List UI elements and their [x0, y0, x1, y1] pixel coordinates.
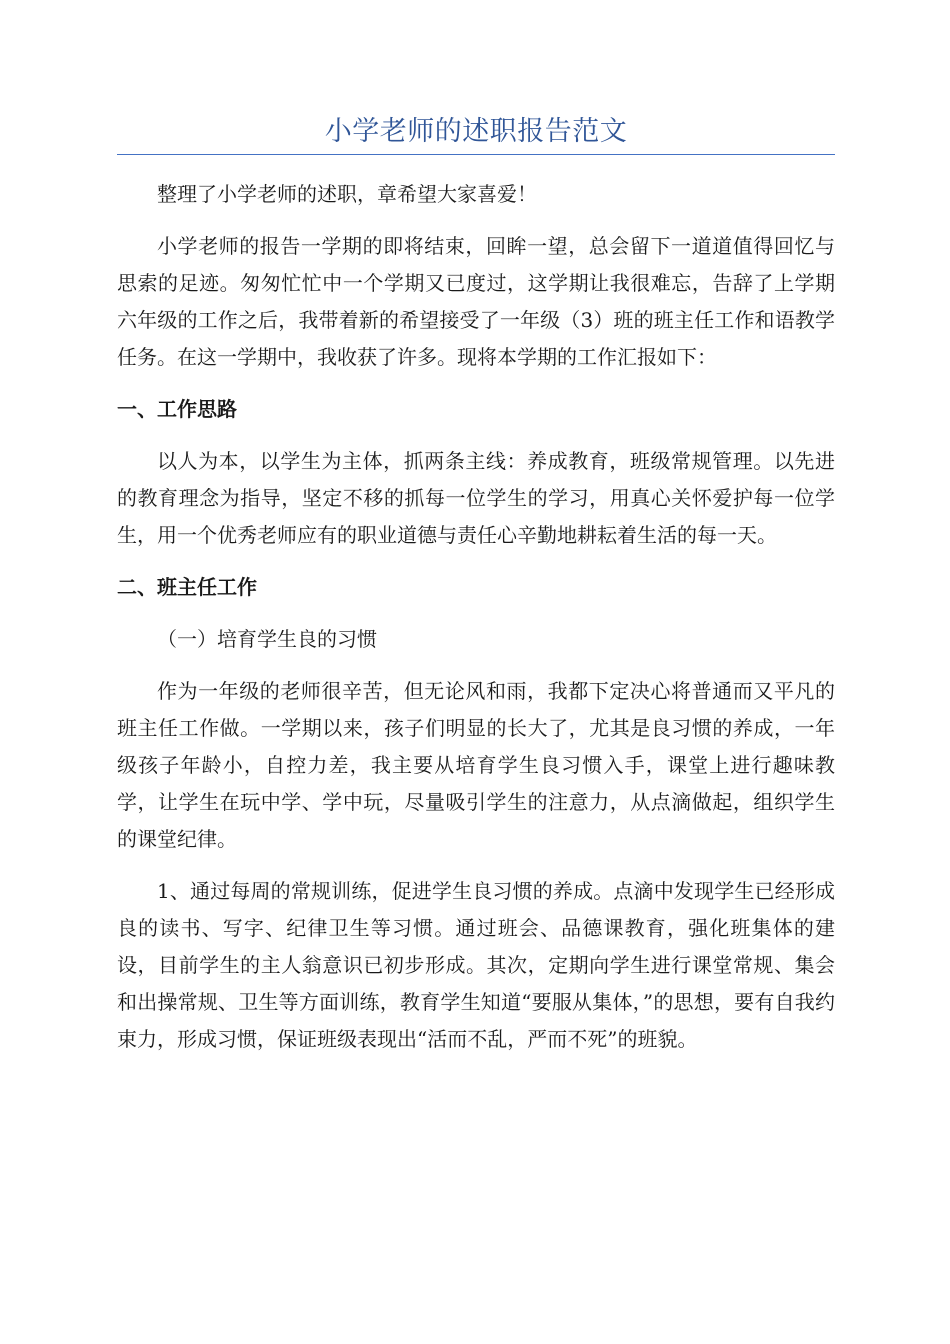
section-heading: 二、班主任工作: [117, 575, 257, 599]
title-underline: [117, 154, 835, 155]
body-paragraph: 作为一年级的老师很辛苦，但无论风和雨，我都下定决心将普通而又平凡的班主任工作做。一学期以来，孩子们明显的长大了，尤其是良习惯的养成，一年级孩子年龄小，自控力差，我主要从培育学生良习惯入手，课堂上进行趣味教学，让学生在玩中学、学中玩，尽量吸引学生的注意力，从点滴做起，组织学生的课堂纪律。: [117, 679, 835, 851]
document-title: 小学老师的述职报告范文: [324, 116, 628, 147]
body-paragraph: 小学老师的报告一学期的即将结束，回眸一望，总会留下一道道值得回忆与思索的足迹。匆匆忙忙中一个学期又已度过，这学期让我很难忘，告辞了上学期六年级的工作之后，我带着新的希望接受了一年级（3）班的班主任工作和语教学任务。在这一学期中，我收获了许多。现将本学期的工作汇报如下：: [117, 234, 835, 369]
intro-paragraph: 整理了小学老师的述职，章希望大家喜爱！: [157, 182, 537, 206]
body-paragraph: 以人为本，以学生为主体，抓两条主线：养成教育，班级常规管理。以先进的教育理念为指导，坚定不移的抓每一位学生的学习，用真心关怀爱护每一位学生，用一个优秀老师应有的职业道德与责任心辛勤地耕耘着生活的每一天。: [117, 449, 835, 547]
body-paragraph: 1、通过每周的常规训练，促进学生良习惯的养成。点滴中发现学生已经形成良的读书、写字、纪律卫生等习惯。通过班会、品德课教育，强化班集体的建设，目前学生的主人翁意识已初步形成。其次，定期向学生进行课堂常规、集会和出操常规、卫生等方面训练，教育学生知道“要服从集体，”的思想，要有自我约束力，形成习惯，保证班级表现出“活而不乱，严而不死”的班貌。: [117, 879, 835, 1051]
section-heading: 一、工作思路: [117, 397, 237, 421]
subsection-heading: （一）培育学生良的习惯: [157, 627, 377, 651]
document-body: [117, 176, 835, 1073]
